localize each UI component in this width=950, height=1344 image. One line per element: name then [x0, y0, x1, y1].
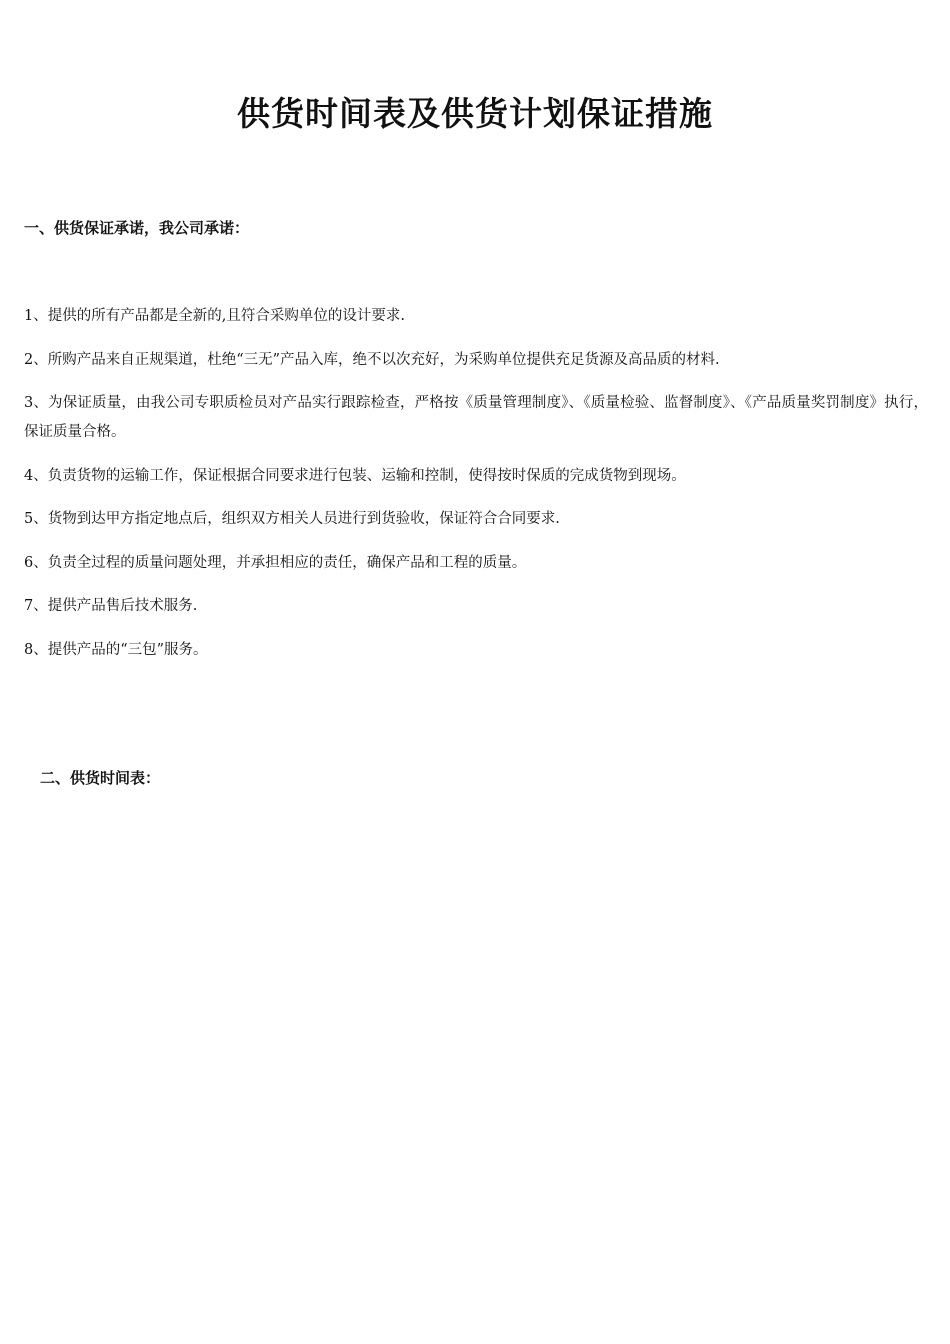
list-item: 1、提供的所有产品都是全新的,且符合采购单位的设计要求.	[24, 308, 405, 324]
section-heading-schedule: 二、供货时间表：	[40, 769, 161, 787]
document-title: 供货时间表及供货计划保证措施	[237, 94, 713, 133]
section-heading-commitment: 一、供货保证承诺，我公司承诺：	[24, 219, 250, 237]
list-item: 8、提供产品的“三包”服务。	[24, 641, 208, 658]
list-item: 7、提供产品售后技术服务.	[24, 598, 198, 614]
commitment-list	[24, 302, 928, 679]
list-item: 2、所购产品来自正规渠道，杜绝“三无”产品入库，绝不以次充好，为采购单位提供充足货源及高品质的材料.	[24, 351, 720, 368]
list-item: 5、货物到达甲方指定地点后，组织双方相关人员进行到货验收，保证符合合同要求.	[24, 511, 560, 527]
list-item: 6、负责全过程的质量问题处理，并承担相应的责任，确保产品和工程的质量。	[24, 554, 527, 571]
list-item: 3、为保证质量，由我公司专职质检员对产品实行跟踪检查，严格按《质量管理制度》、《质量检验、监督制度》、《产品质量奖罚制度》执行，保证质量合格。	[24, 395, 928, 440]
list-item: 4、负责货物的运输工作，保证根据合同要求进行包装、运输和控制，使得按时保质的完成货物到现场。	[24, 467, 686, 484]
